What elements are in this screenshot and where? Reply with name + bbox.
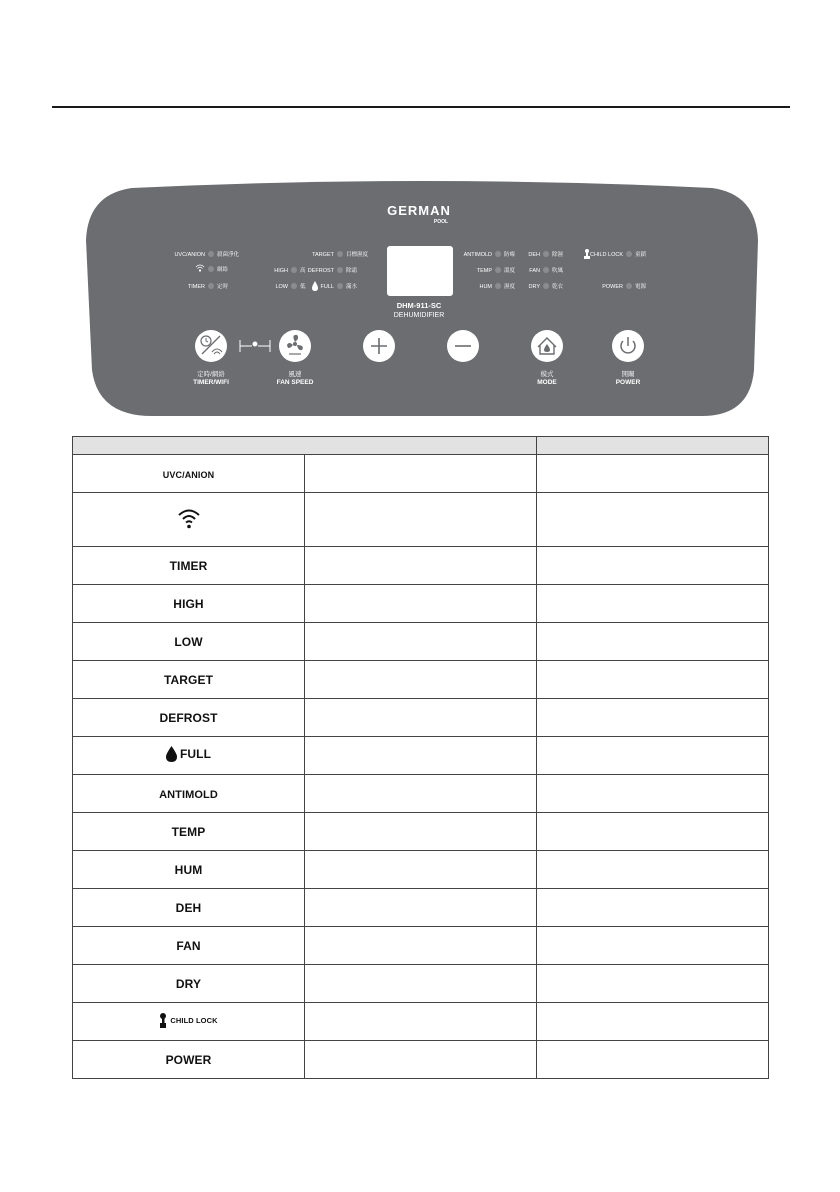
product-type-label: DEHUMIDIFIER	[393, 312, 445, 319]
row-icon-cell	[73, 1003, 305, 1041]
mode-button[interactable]	[531, 330, 563, 362]
table-row	[73, 851, 769, 889]
ind-defrost-en: DEFROST	[307, 268, 334, 274]
row-name-cell	[305, 699, 537, 737]
row-desc-cell	[537, 455, 769, 493]
brand-sub: POOL	[433, 219, 449, 225]
led-dry	[543, 283, 549, 289]
led-defrost	[337, 267, 343, 273]
header-cell-description	[537, 437, 769, 455]
btn-timer-en: TIMER/WIFI	[193, 379, 229, 386]
ind-low-en: LOW	[275, 284, 288, 290]
row-name-cell	[305, 965, 537, 1003]
led-full	[337, 283, 343, 289]
row-name-cell	[305, 585, 537, 623]
model-label: DHM-911-SC	[396, 301, 442, 310]
table-row	[73, 889, 769, 927]
timer-label: TIMER	[169, 558, 208, 573]
row-icon-cell	[73, 965, 305, 1003]
ind-target-en: TARGET	[312, 252, 334, 258]
table-row	[73, 699, 769, 737]
table-row	[73, 661, 769, 699]
ind-hum-en: HUM	[479, 284, 492, 290]
btn-mode-en: MODE	[537, 379, 557, 386]
plus-button[interactable]	[363, 330, 395, 362]
header-cell-indicator	[73, 437, 537, 455]
temp-label: TEMP	[171, 824, 206, 839]
btn-power-en: POWER	[615, 379, 641, 386]
table-row	[73, 493, 769, 547]
fan-label: FAN	[176, 938, 201, 953]
ind-temp-en: TEMP	[476, 268, 492, 274]
led-power	[626, 283, 632, 289]
row-icon-cell	[73, 699, 305, 737]
row-desc-cell	[537, 623, 769, 661]
row-icon-cell	[73, 585, 305, 623]
ind-dry-zh: 乾衣	[552, 284, 564, 290]
row-desc-cell	[537, 889, 769, 927]
row-name-cell	[305, 851, 537, 889]
ind-hum-zh: 濕度	[504, 284, 516, 290]
ind-full-zh: 滿水	[346, 284, 358, 290]
ind-wifi-zh: 網絡	[217, 267, 229, 273]
row-name-cell	[305, 1041, 537, 1079]
row-name-cell	[305, 547, 537, 585]
ind-antimold-zh: 防霉	[504, 252, 516, 258]
led-deh	[543, 251, 549, 257]
ind-low-zh: 低	[300, 284, 306, 290]
row-icon-cell	[73, 813, 305, 851]
row-icon-cell	[73, 851, 305, 889]
led-timer	[208, 283, 214, 289]
led-wifi	[208, 266, 214, 272]
table-row	[73, 623, 769, 661]
row-name-cell	[305, 1003, 537, 1041]
row-name-cell	[305, 889, 537, 927]
led-fan	[543, 267, 549, 273]
ind-high-en: HIGH	[274, 268, 288, 274]
row-name-cell	[305, 661, 537, 699]
table-row	[73, 547, 769, 585]
low-label: LOW	[174, 634, 203, 649]
ind-power-zh: 電源	[635, 284, 647, 290]
row-desc-cell	[537, 1041, 769, 1079]
ind-timer-zh: 定時	[217, 284, 229, 290]
ind-childlock-zh: 童鎖	[635, 252, 647, 258]
row-icon-cell	[73, 927, 305, 965]
row-name-cell	[305, 927, 537, 965]
brand-logo: GERMAN	[387, 203, 451, 218]
btn-fan-en: FAN SPEED	[276, 379, 314, 386]
row-icon-cell	[73, 889, 305, 927]
row-desc-cell	[537, 661, 769, 699]
ind-deh-en: DEH	[528, 252, 540, 258]
led-antimold	[495, 251, 501, 257]
row-desc-cell	[537, 851, 769, 889]
row-desc-cell	[537, 775, 769, 813]
ind-temp-zh: 溫度	[504, 268, 516, 274]
row-icon-cell	[73, 493, 305, 547]
full-label: FULL	[179, 747, 212, 761]
power-label: POWER	[165, 1052, 212, 1067]
ind-fan-en: FAN	[529, 268, 540, 274]
ind-full-en: FULL	[320, 284, 334, 290]
led-low	[291, 283, 297, 289]
table-row	[73, 455, 769, 493]
ind-target-zh: 目標濕度	[346, 252, 369, 258]
table-row	[73, 775, 769, 813]
btn-mode-zh: 模式	[540, 371, 554, 378]
ind-uvc-zh: 殺菌淨化	[217, 252, 240, 258]
target-label: TARGET	[163, 672, 214, 687]
table-row	[73, 965, 769, 1003]
header-rule	[52, 106, 790, 108]
row-icon-cell	[73, 775, 305, 813]
antimold-label: ANTIMOLD	[159, 788, 218, 801]
row-name-cell	[305, 493, 537, 547]
ind-high-zh: 高	[300, 268, 306, 274]
deh-label: DEH	[175, 900, 202, 915]
btn-fan-zh: 風速	[288, 371, 302, 378]
ind-uvc-en: UVC/ANION	[174, 252, 205, 258]
dry-label: DRY	[175, 976, 202, 991]
ind-defrost-zh: 除霜	[346, 268, 358, 274]
row-desc-cell	[537, 547, 769, 585]
digital-display	[387, 246, 453, 296]
row-desc-cell	[537, 493, 769, 547]
child-lock-icon	[159, 1013, 167, 1028]
row-icon-cell	[73, 623, 305, 661]
table-row	[73, 1003, 769, 1041]
row-desc-cell	[537, 1003, 769, 1041]
ind-fan-zh: 吹風	[552, 268, 564, 274]
row-icon-cell	[73, 1041, 305, 1079]
ind-deh-zh: 除濕	[552, 252, 564, 258]
row-desc-cell	[537, 585, 769, 623]
table-row	[73, 585, 769, 623]
minus-button[interactable]	[447, 330, 479, 362]
row-icon-cell	[73, 455, 305, 493]
row-name-cell	[305, 813, 537, 851]
row-name-cell	[305, 623, 537, 661]
led-high	[291, 267, 297, 273]
hum-label: HUM	[174, 862, 203, 877]
uvc-anion-label: UVC/ANION	[162, 469, 215, 480]
ind-dry-en: DRY	[528, 284, 540, 290]
ind-childlock-en: CHILD LOCK	[589, 252, 623, 258]
power-button[interactable]	[612, 330, 644, 362]
wifi-icon	[177, 507, 201, 529]
led-hum	[495, 283, 501, 289]
row-desc-cell	[537, 699, 769, 737]
ind-timer-en: TIMER	[187, 284, 205, 290]
ind-power-en: POWER	[602, 284, 623, 290]
control-panel	[82, 180, 762, 420]
table-header-row	[73, 437, 769, 455]
btn-power-zh: 開關	[621, 371, 635, 378]
high-label: HIGH	[173, 596, 204, 611]
table-row	[73, 737, 769, 775]
btn-timer-zh: 定時/網絡	[197, 371, 225, 378]
led-temp	[495, 267, 501, 273]
led-childlock	[626, 251, 632, 257]
indicator-legend-table	[72, 436, 769, 1079]
fan-speed-button[interactable]	[279, 330, 311, 362]
row-icon-cell	[73, 737, 305, 775]
row-desc-cell	[537, 737, 769, 775]
table-row	[73, 1041, 769, 1079]
water-drop-icon	[166, 746, 177, 762]
row-name-cell	[305, 775, 537, 813]
row-desc-cell	[537, 813, 769, 851]
led-target	[337, 251, 343, 257]
child-lock-label: CHILD LOCK	[170, 1015, 218, 1025]
timer-wifi-button[interactable]	[195, 330, 227, 362]
row-icon-cell	[73, 661, 305, 699]
defrost-label: DEFROST	[159, 710, 218, 725]
row-name-cell	[305, 455, 537, 493]
row-desc-cell	[537, 965, 769, 1003]
led-uvc	[208, 251, 214, 257]
table-row	[73, 813, 769, 851]
row-name-cell	[305, 737, 537, 775]
row-icon-cell	[73, 547, 305, 585]
table-row	[73, 927, 769, 965]
ind-antimold-en: ANTIMOLD	[463, 252, 492, 258]
row-desc-cell	[537, 927, 769, 965]
